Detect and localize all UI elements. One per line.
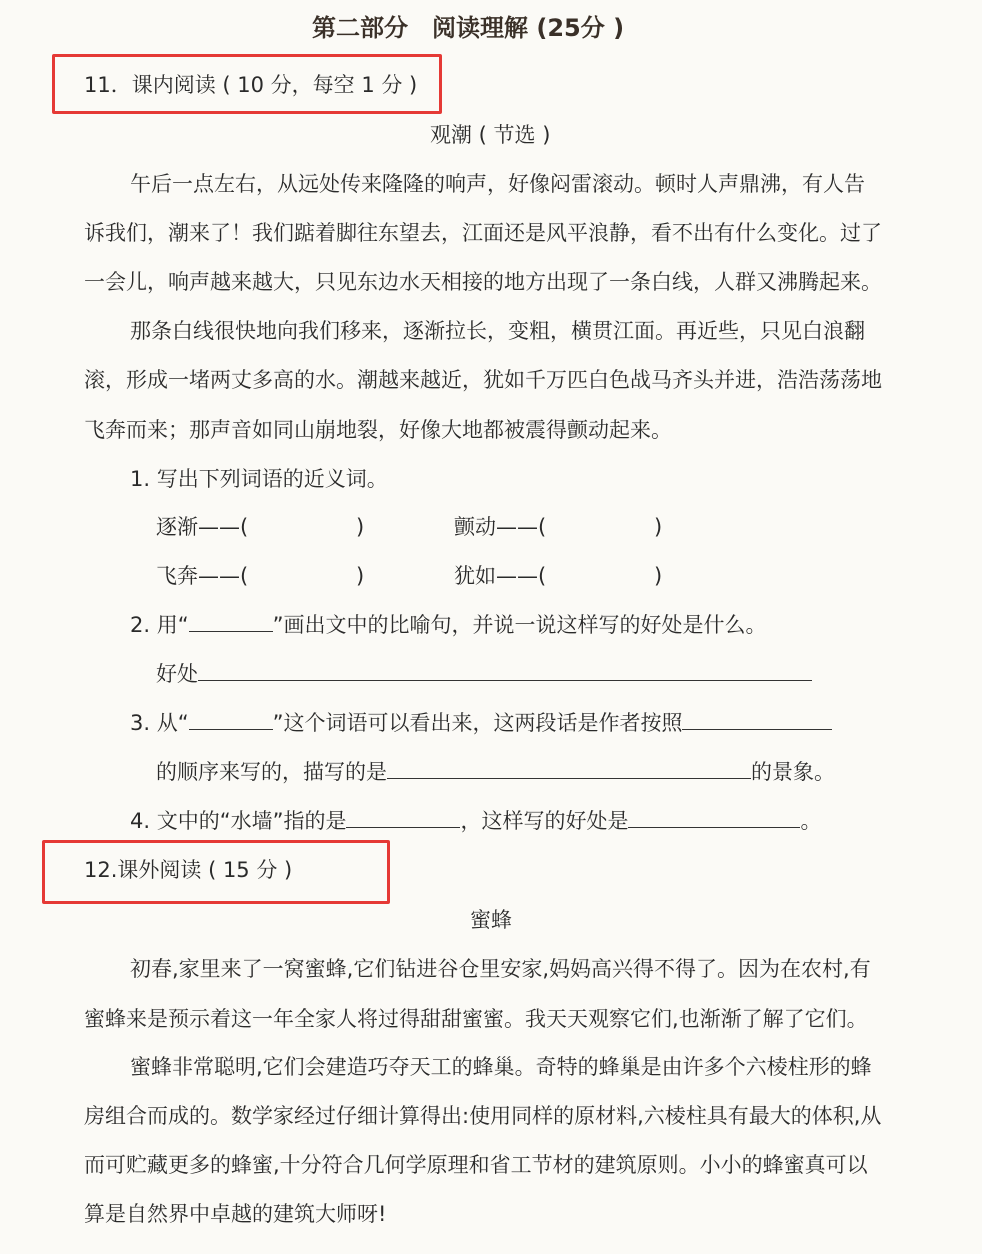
q11-sub3-line1: [130, 709, 832, 737]
q11-sub1-prompt: 1. 写出下列词语的近义词。: [130, 467, 388, 491]
q12-header: 12.课外阅读 ( 15 分 ): [84, 858, 293, 882]
answer-blank[interactable]: [346, 807, 460, 828]
q11-sub2-prompt: [130, 611, 766, 639]
synonym-youru: 犹如——(: [454, 564, 547, 588]
synonym-zhujian: 逐渐——(: [156, 515, 249, 539]
q12-p2-line: 算是自然界中卓越的建筑大师呀!: [84, 1202, 387, 1226]
q11-sub3-c: 的顺序来写的，描写的是: [156, 760, 387, 784]
answer-blank[interactable]: [387, 758, 751, 779]
answer-blank[interactable]: [682, 709, 832, 730]
synonym-close-paren: ): [654, 564, 663, 588]
answer-blank[interactable]: [198, 660, 812, 681]
q11-p1-line: 诉我们，潮来了！我们踮着脚往东望去，江面还是风平浪静，看不出有什么变化。过了: [84, 221, 882, 245]
synonym-close-paren: ): [654, 515, 663, 539]
part-title: 第二部分 阅读理解 (25分 ): [312, 14, 625, 42]
q11-header: 11．课内阅读 ( 10 分，每空 1 分 ): [84, 73, 418, 97]
synonym-close-paren: ): [356, 564, 365, 588]
q12-p2-line: 而可贮藏更多的蜂蜜,十分符合几何学原理和省工节材的建筑原则。小小的蜂蜜真可以: [84, 1153, 868, 1177]
q11-sub3-line2: [156, 758, 835, 786]
q11-sub2-prompt-b: ”画出文中的比喻句，并说一说这样写的好处是什么。: [272, 613, 767, 637]
answer-blank[interactable]: [189, 709, 273, 730]
q11-p1-line: 午后一点左右，从远处传来隆隆的响声，好像闷雷滚动。顿时人声鼎沸，有人告: [130, 172, 865, 196]
q11-passage-title: 观潮 ( 节选 ): [430, 123, 551, 147]
q12-p1-line: 初春,家里来了一窝蜜蜂,它们钻进谷仓里安家,妈妈高兴得不得了。因为在农村,有: [130, 957, 871, 981]
q11-p2-line: 飞奔而来；那声音如同山崩地裂，好像大地都被震得颤动起来。: [84, 418, 672, 442]
q12-p1-line: 蜜蜂来是预示着这一年全家人将过得甜甜蜜蜜。我天天观察它们,也渐渐了解了它们。: [84, 1007, 868, 1031]
answer-blank[interactable]: [628, 807, 800, 828]
q11-p1-line: 一会儿，响声越来越大，只见东边水天相接的地方出现了一条白线，人群又沸腾起来。: [84, 270, 882, 294]
q11-sub3-d: 的景象。: [751, 760, 835, 784]
q11-sub3-a: 3. 从“: [130, 711, 189, 735]
synonym-feiben: 飞奔——(: [156, 564, 249, 588]
synonym-close-paren: ): [356, 515, 365, 539]
q11-p2-line: 那条白线很快地向我们移来，逐渐拉长，变粗，横贯江面。再近些，只见白浪翻: [130, 319, 865, 343]
q11-sub2-benefit: [156, 660, 812, 688]
answer-blank[interactable]: [189, 611, 273, 632]
benefit-label: 好处: [156, 662, 198, 686]
q11-sub2-prompt-a: 2. 用“: [130, 613, 189, 637]
q11-sub4-a: 4. 文中的“水墙”指的是: [130, 809, 347, 833]
q11-sub4: [130, 807, 821, 835]
q11-sub4-c: 。: [800, 809, 822, 833]
q11-p2-line: 滚，形成一堵两丈多高的水。潮越来越近，犹如千万匹白色战马齐头并进，浩浩荡荡地: [84, 368, 882, 392]
synonym-chandong: 颤动——(: [454, 515, 547, 539]
q11-sub4-b: ，这样写的好处是: [460, 809, 629, 833]
q12-passage-title: 蜜蜂: [470, 908, 512, 932]
q12-p2-line: 房组合而成的。数学家经过仔细计算得出:使用同样的原材料,六棱柱具有最大的体积,从: [84, 1104, 882, 1128]
q12-p2-line: 蜜蜂非常聪明,它们会建造巧夺天工的蜂巢。奇特的蜂巢是由许多个六棱柱形的蜂: [130, 1055, 872, 1079]
q11-sub3-b: ”这个词语可以看出来，这两段话是作者按照: [272, 711, 683, 735]
